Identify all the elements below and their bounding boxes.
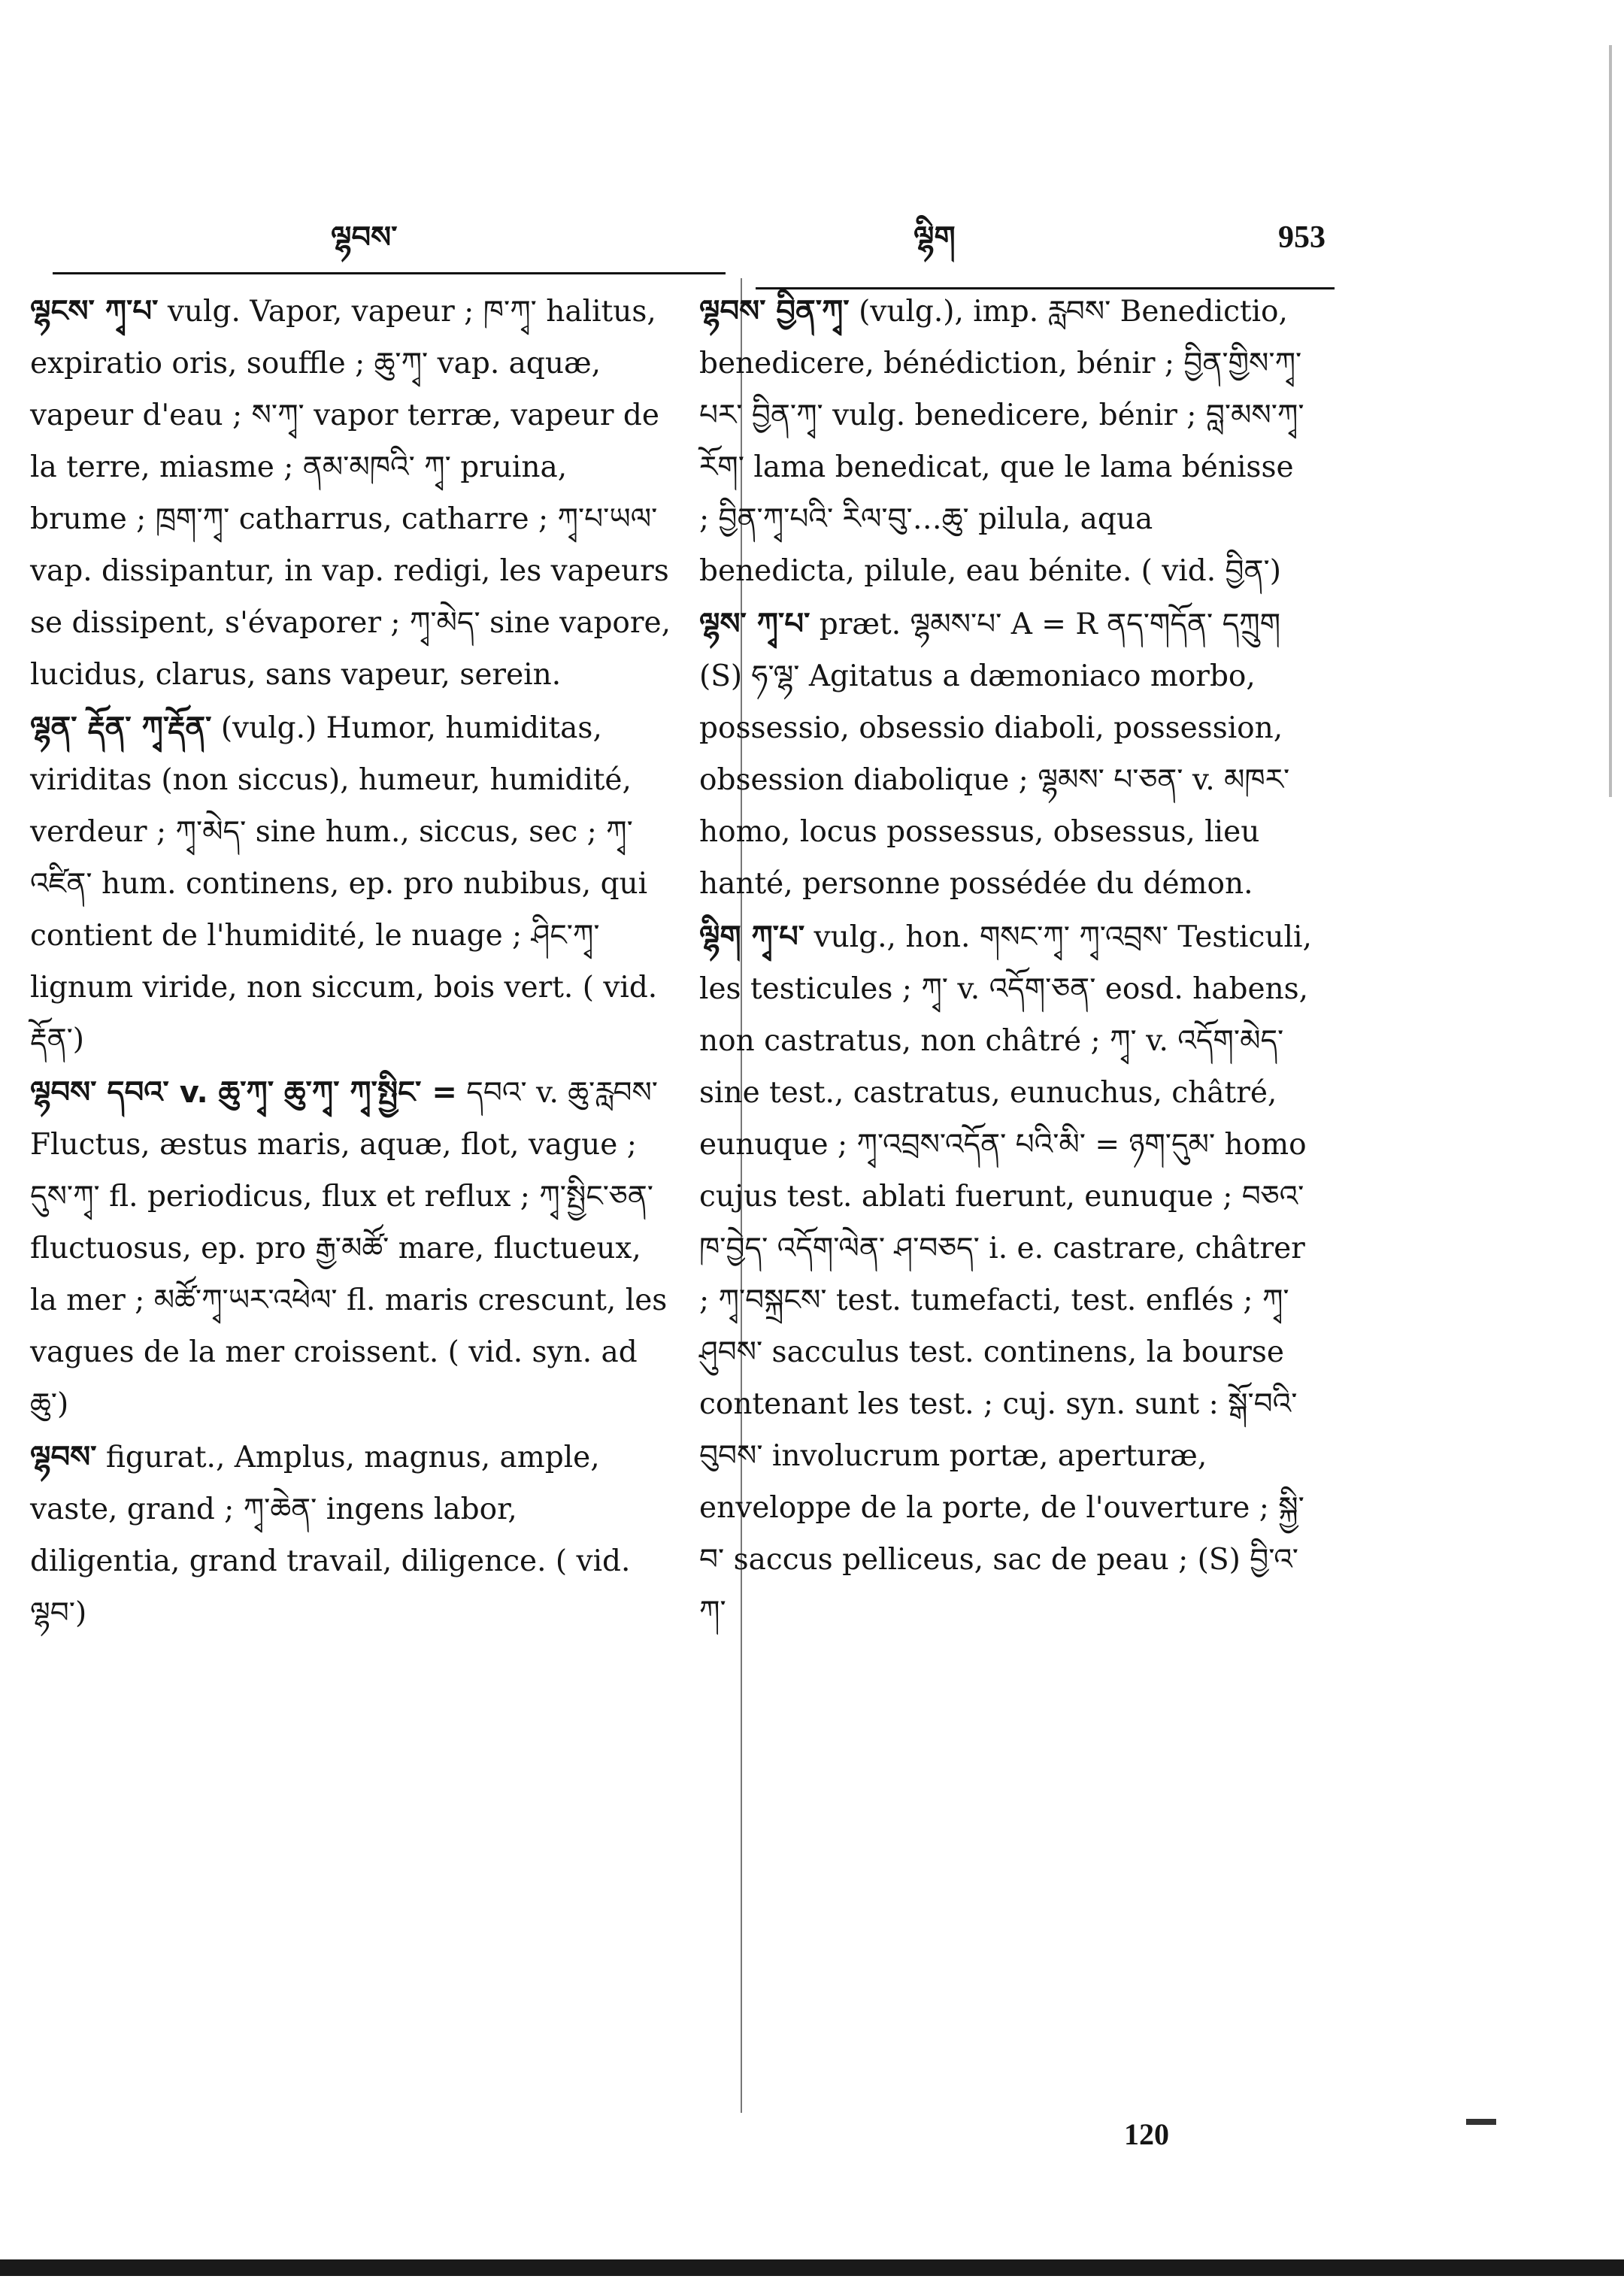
right-column bbox=[699, 286, 1312, 1639]
printer-mark bbox=[1466, 2119, 1496, 2125]
entry-text: figurat., Amplus, magnus, ample, vaste, grand ; ཀྭ་ཆེན་ ingens labor, diligentia, grand travail, diligence. ( vid. ལྷབ་) bbox=[30, 1441, 631, 1630]
dictionary-entry bbox=[699, 599, 1312, 910]
dictionary-entry bbox=[699, 911, 1312, 1638]
right-running-headword: ལྷིག bbox=[914, 220, 956, 255]
dictionary-entry bbox=[30, 1432, 673, 1639]
entry-headword: ལྷབས་ དབའ་ v. ཆུ་ཀྭ་ ཆུ་ཀྭ་ ཀྭ་སྤྱིང་ = bbox=[30, 1075, 457, 1110]
page-header bbox=[0, 203, 1624, 271]
left-running-headword: ལྷབས་ bbox=[331, 220, 398, 255]
dictionary-entry bbox=[30, 286, 673, 701]
entry-text: vulg., hon. གསང་ཀྭ་ ཀྭ་འབྲས་ Testiculi, les testicules ; ཀྭ་ v. འདོག་ཅན་ eosd. habens, non castratus, non châtré ; ཀྭ་ v. འདོག་མེད་ sine test., castratus, eunuchus, châtré, eunuque ; ཀྭ་འབྲས་འདོན་ པའི་མི་ = ཉག་དུམ་ homo cujus test. ablati fuerunt, eunuque ; བཅའ་ཁ་བྱེད་ འདོག་ལེན་ ཤ་བཅད་ i. e. castrare, châtrer ; ཀྭ་བསྐྲངས་ test. tumefacti, test. enflés ; ཀྭ་ཤུབས་ sacculus test. continens, la bourse contenant les test. ; cuj. syn. sunt : སྒོ་བའི་བུབས་ involucrum portæ, aperturæ, enveloppe de la porte, de l'ouverture ; སྐྱི་བ་ saccus pelliceus, sac de peau ; (S) བྱི་འ་ཀ་ bbox=[699, 920, 1312, 1629]
signature-mark: 120 bbox=[1124, 2117, 1169, 2151]
scan-bottom-edge bbox=[0, 2259, 1624, 2276]
entry-headword: ལྷིག ཀྭ་པ་ bbox=[699, 920, 805, 954]
entry-headword: ལྷས་ ཀྭ་པ་ bbox=[699, 607, 810, 641]
entry-headword: ལྷབས་ bbox=[30, 1440, 97, 1474]
dictionary-entry bbox=[699, 286, 1312, 597]
dictionary-entry bbox=[30, 1067, 673, 1430]
entry-headword: ལྷན་ རྡོན་ ཀྭ་རྡོན་ bbox=[30, 711, 212, 745]
scan-edge bbox=[1609, 45, 1612, 797]
header-rule-left bbox=[53, 272, 726, 274]
entry-headword: ལྷངས་ ཀྭ་པ་ bbox=[30, 294, 159, 329]
entry-text: དབའ་ v. ཆུ་རླབས་ Fluctus, æstus maris, aquæ, flot, vague ; དུས་ཀྭ་ fl. periodicus, flux et reflux ; ཀྭ་སྤྱིང་ཅན་ fluctuosus, ep. pro རྒྱ་མཚོ་ mare, fluctueux, la mer ; མཚོ་ཀྭ་ཡར་འཕེལ་ fl. maris crescunt, les vagues de la mer croissent. ( vid. syn. ad ཆུ་) bbox=[30, 1076, 668, 1421]
dictionary-entry bbox=[30, 702, 673, 1065]
page-number: 953 bbox=[1278, 220, 1326, 255]
entry-headword: ལྷབས་ བྱིན་ཀྭ་ bbox=[699, 294, 850, 329]
entry-text: præt. ལྷམས་པ་ A = R ནད་གདོན་ དཀྲུག (S) ཧ་ལྷ་ Agitatus a dæmoniaco morbo, possessio, obsessio diaboli, possession, obsession diabolique ; ལྷམས་ པ་ཅན་ v. མཁར་ homo, locus possessus, obsessus, lieu hanté, personne possédée du démon. bbox=[699, 608, 1290, 901]
entry-text: (vulg.), imp. རླབས་ Benedictio, benedicere, bénédiction, bénir ; བྱིན་གྱིས་ཀྭ་པར་ བྱིན་ཀྭ་ vulg. benedicere, bénir ; བླ་མས་ཀྭ་རོག་ lama benedicat, que le lama bénisse ; བྱིན་ཀྭ་པའི་ རིལ་བུ་…ཆུ་ pilula, aqua benedicta, pilule, eau bénite. ( vid. བྱིན་) bbox=[699, 295, 1304, 588]
left-column bbox=[30, 286, 673, 1641]
entry-text: vulg. Vapor, vapeur ; ཁ་ཀྭ་ halitus, expiratio oris, souffle ; ཆུ་ཀྭ་ vap. aquæ, vapeur d'eau ; ས་ཀྭ་ vapor terræ, vapeur de la terre, miasme ; ནམ་མཁའི་ ཀྭ་ pruina, brume ; ཁྲག་ཀྭ་ catharrus, catharre ; ཀྭ་པ་ཡལ་ vap. dissipantur, in vap. redigi, les vapeurs se dissipent, s'évaporer ; ཀྭ་མེད་ sine vapore, lucidus, clarus, sans vapeur, serein. bbox=[30, 295, 671, 692]
entry-text: (vulg.) Humor, humiditas, viriditas (non siccus), humeur, humidité, verdeur ; ཀྭ་མེད་ sine hum., siccus, sec ; ཀྭ་འཛིན་ hum. continens, ep. pro nubibus, qui contient de l'humidité, le nuage ; ཤིང་ཀྭ་ lignum viride, non siccum, bois vert. ( vid. རྡོན་) bbox=[30, 711, 658, 1056]
